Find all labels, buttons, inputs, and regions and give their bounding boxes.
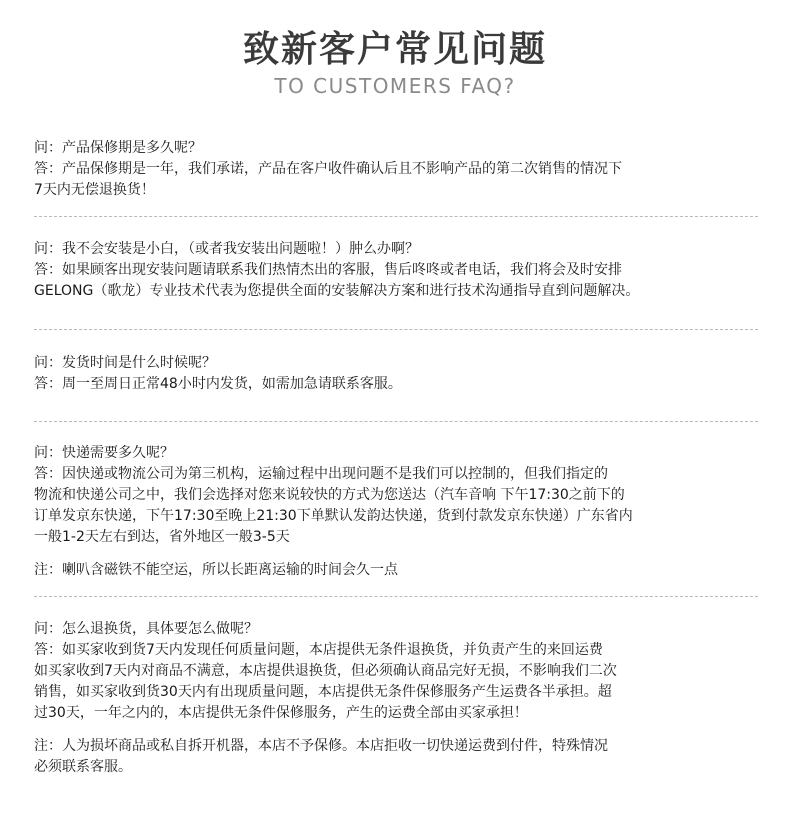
faq-answer: 答：如买家收到货7天内发现任何质量问题，本店提供无条件退换货，并负责产生的来回运费 如买家收到7天内对商品不满意，本店提供退换货，但必须确认商品完好无损，不影响我们二次 销售，如买家收到货30天内有出现质量问题，本店提供无条件保修服务产生运费各半承担。超 过30天，一年之内的，本店提供无条件保修服务，产生的运费全部由买家承担！ xyxy=(34,642,617,721)
faq-note: 注：人为损坏商品或私自拆开机器，本店不予保修。本店拒收一切快递运费到付件，特殊情况 必须联系客服。 xyxy=(34,738,608,775)
faq-item-warranty xyxy=(34,138,764,201)
faq-question: 问：产品保修期是多久呢？ xyxy=(34,140,202,156)
faq-item-returns xyxy=(34,619,764,778)
faq-divider xyxy=(34,421,758,422)
faq-answer: 答：周一至周日正常48小时内发货，如需加急请联系客服。 xyxy=(34,376,402,392)
faq-divider xyxy=(34,216,758,217)
faq-item-installation xyxy=(34,239,764,302)
faq-question: 问：我不会安装是小白，（或者我安装出问题啦！）肿么办啊？ xyxy=(34,241,419,257)
faq-question: 问：怎么退换货，具体要怎么做呢？ xyxy=(34,621,258,637)
faq-question: 问：快递需要多久呢？ xyxy=(34,445,174,461)
page-title: 致新客户常见问题 xyxy=(242,29,547,70)
faq-divider xyxy=(34,596,758,597)
faq-question: 问：发货时间是什么时候呢？ xyxy=(34,355,216,371)
faq-note: 注：喇叭含磁铁不能空运，所以长距离运输的时间会久一点 xyxy=(34,562,398,578)
faq-answer: 答：产品保修期是一年，我们承诺，产品在客户收件确认后且不影响产品的第二次销售的情况下 7天内无偿退换货！ xyxy=(34,161,622,198)
faq-item-delivery xyxy=(34,443,764,581)
faq-answer: 答：因快递或物流公司为第三机构，运输过程中出现问题不是我们可以控制的，但我们指定的 物流和快递公司之中，我们会选择对您来说较快的方式为您送达（汽车音响 下午17:30之前下的 订单发京东快递，下午17:30至晚上21:30下单默认发韵达快递，货到付款发京东快递）广东省内 一般1-2天左右到达，省外地区一般3-5天 xyxy=(34,466,633,545)
faq-item-shipping-time xyxy=(34,353,764,395)
page-header xyxy=(0,28,790,98)
faq-divider xyxy=(34,329,758,330)
faq-answer: 答：如果顾客出现安装问题请联系我们热情杰出的客服，售后咚咚或者电话，我们将会及时安排 GELONG（歌龙）专业技术代表为您提供全面的安装解决方案和进行技术沟通指导直到问题解决。 xyxy=(34,262,640,299)
page-subtitle: TO CUSTOMERS FAQ? xyxy=(274,74,516,98)
